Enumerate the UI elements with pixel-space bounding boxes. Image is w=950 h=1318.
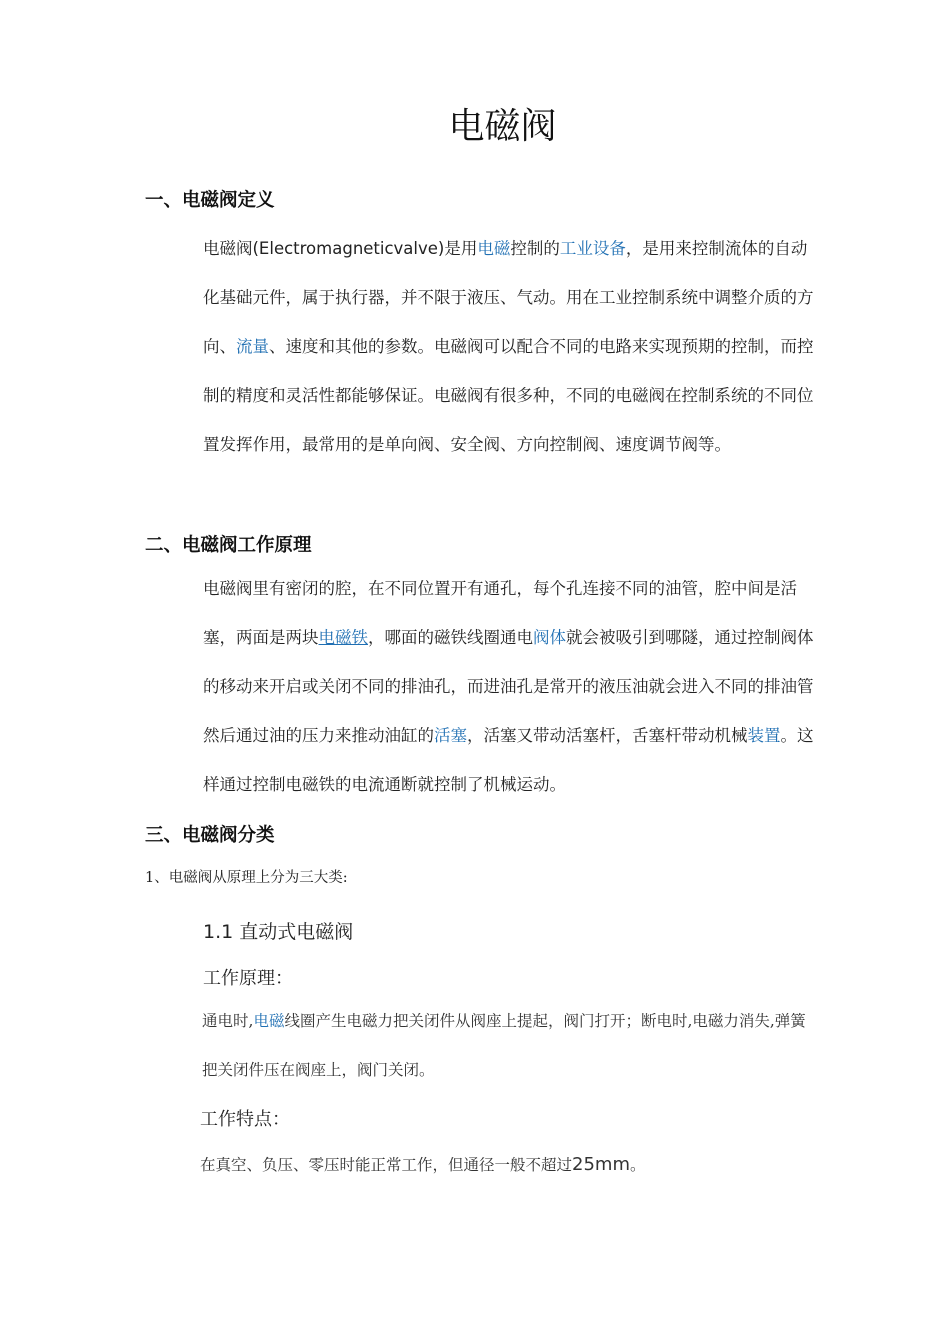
text-run: 线圈产生电磁力把关闭件从阀座上提起，阀门打开；断电时,电磁力消失,弹簧把关闭件压在阀座上，阀门关闭。 <box>202 1012 806 1079</box>
text-run: ，是用来控制流体的自动化基础元件，属于执行器，并不限于液压、气动。用在工业控制系统中调整介质的方向、 <box>203 239 814 356</box>
working-principle-paragraph <box>202 997 814 1095</box>
text-run: ，哪面的磁铁线圈通电 <box>368 628 533 647</box>
section-heading-classification: 三、电磁阀分类 <box>145 825 275 846</box>
text-run: 就会被吸引到哪隧，通过控制阀体的移动来开启或关闭不同的排油孔，而进油孔是常开的液压油就会进入不同的排油管然后通过油的压力来推动油缸的 <box>203 628 814 745</box>
heading-working-features: 工作特点： <box>200 1109 290 1130</box>
link-electromagnetic[interactable]: 电磁 <box>477 239 511 258</box>
heading-working-principle: 工作原理： <box>203 968 293 989</box>
subsection-heading-direct-acting: 1.1 直动式电磁阀 <box>203 921 354 943</box>
link-device[interactable]: 装置 <box>747 726 781 745</box>
link-piston[interactable]: 活塞 <box>434 726 467 745</box>
section-heading-definition: 一、电磁阀定义 <box>145 190 275 211</box>
working-features-paragraph <box>200 1140 812 1190</box>
link-electromagnetic-2[interactable]: 电磁 <box>253 1012 285 1030</box>
link-valve-body[interactable]: 阀体 <box>533 628 566 647</box>
text-run: 通电时, <box>202 1012 254 1030</box>
section-heading-principle: 二、电磁阀工作原理 <box>145 535 312 556</box>
document-title: 电磁阀 <box>448 106 557 147</box>
text-run: 。这样通过控制电磁铁的电流通断就控制了机械运动。 <box>203 726 814 794</box>
text-run: 在真空、负压、零压时能正常工作，但通径一般不超过 <box>200 1156 573 1174</box>
link-flow[interactable]: 流量 <box>236 337 269 356</box>
classification-intro: 1、电磁阀从原理上分为三大类: <box>145 870 348 886</box>
principle-paragraph <box>203 564 815 809</box>
text-run: 、速度和其他的参数。电磁阀可以配合不同的电路来实现预期的控制，而控制的精度和灵活性都能够保证。电磁阀有很多种，不同的电磁阀在控制系统的不同位置发挥作用，最常用的是单向阀、安全阀、方向控制阀、速度调节阀等。 <box>203 337 814 454</box>
text-run: 电磁阀(Electromagneticvalve)是用 <box>203 239 478 258</box>
text-run: 25mm <box>572 1154 630 1175</box>
text-run: 。 <box>630 1156 646 1174</box>
link-industrial-equipment[interactable]: 工业设备 <box>559 239 626 258</box>
definition-paragraph <box>203 224 815 469</box>
text-run: 控制的 <box>510 239 560 258</box>
text-run: ，活塞又带动活塞杆，舌塞杆带动机械 <box>467 726 748 745</box>
text-run: 电磁阀里有密闭的腔，在不同位置开有通孔，每个孔连接不同的油管，腔中间是活塞，两面是两块 <box>203 579 797 647</box>
link-electromagnet[interactable]: 电磁铁 <box>318 628 368 647</box>
